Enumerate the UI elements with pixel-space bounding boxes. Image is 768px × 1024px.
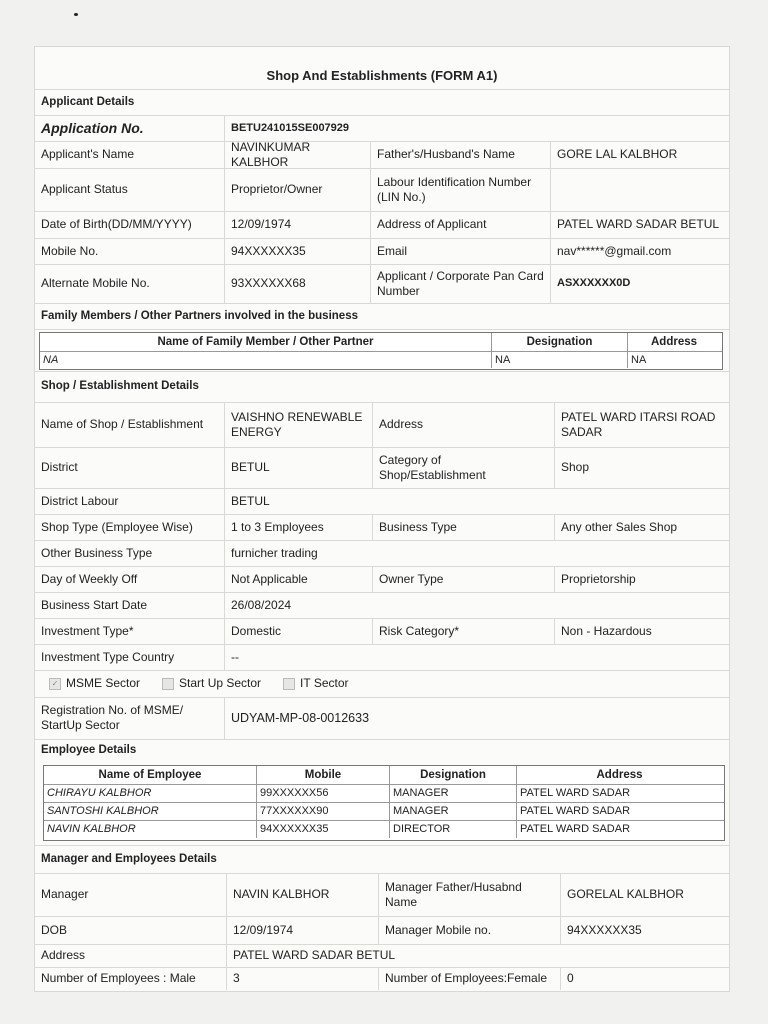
msme-registration-number: UDYAM-MP-08-0012633 <box>231 710 370 725</box>
field-label: Registration No. of MSME/ StartUp Sector <box>35 697 225 739</box>
field-label: Address <box>373 402 555 447</box>
shop-row <box>35 618 729 645</box>
field-label: Owner Type <box>373 566 555 592</box>
table-row <box>44 820 724 838</box>
field-label: Business Start Date <box>35 592 225 618</box>
it-sector-checkbox[interactable] <box>283 676 348 691</box>
section-title: Employee Details <box>41 743 137 756</box>
table-header-row <box>44 766 724 785</box>
table-cell: NA <box>492 351 628 368</box>
alternate-mobile: 93XXXXXX68 <box>225 264 371 303</box>
applicant-row <box>35 141 729 169</box>
family-table-row <box>35 329 729 372</box>
employee-designation: MANAGER <box>390 802 517 820</box>
employee-address: PATEL WARD SADAR <box>520 787 631 799</box>
applicant-status: Proprietor/Owner <box>225 168 371 211</box>
manager-row <box>35 967 729 990</box>
table-header-row <box>40 333 722 352</box>
shop-row <box>35 488 729 515</box>
investment-country: -- <box>231 649 239 664</box>
checked-checkbox-icon[interactable]: ✓ <box>49 678 61 690</box>
field-label: Address of Applicant <box>371 211 551 238</box>
district-labour: BETUL <box>231 493 270 508</box>
applicant-name: NAVINKUMAR KALBHOR <box>225 141 371 168</box>
employee-address: PATEL WARD SADAR <box>520 823 631 835</box>
shop-name: VAISHNO RENEWABLE ENERGY <box>225 402 373 447</box>
msme-sector-checkbox[interactable] <box>49 676 140 691</box>
scan-speck <box>74 13 78 16</box>
column-header: Address <box>596 769 643 781</box>
column-header: Designation <box>492 333 628 351</box>
employee-name: CHIRAYU KALBHOR <box>44 784 257 802</box>
district: BETUL <box>225 447 373 488</box>
shop-category: Shop <box>561 460 590 474</box>
table-cell: NA <box>40 351 492 368</box>
manager-father-name: GORELAL KALBHOR <box>567 887 684 901</box>
shop-row <box>35 540 729 567</box>
applicant-row <box>35 238 729 265</box>
business-type: Any other Sales Shop <box>561 519 678 534</box>
unchecked-checkbox-icon[interactable] <box>283 678 295 690</box>
field-label: District Labour <box>35 488 225 514</box>
column-header: Name of Employee <box>44 766 257 784</box>
applicant-row <box>35 264 729 304</box>
section-applicant <box>35 89 729 116</box>
field-label: Category of Shop/Establishment <box>373 447 555 488</box>
date-of-birth: 12/09/1974 <box>225 211 371 238</box>
field-label: Number of Employees : Male <box>35 967 227 990</box>
male-employee-count: 3 <box>227 967 379 990</box>
applicant-row <box>35 168 729 212</box>
shop-row <box>35 566 729 593</box>
field-label: District <box>35 447 225 488</box>
field-label: Applicant Status <box>35 168 225 211</box>
field-label: Day of Weekly Off <box>35 566 225 592</box>
field-label: Date of Birth(DD/MM/YYYY) <box>35 211 225 238</box>
field-label: Other Business Type <box>35 540 225 566</box>
applicant-row <box>35 211 729 239</box>
family-table <box>39 332 723 370</box>
checkbox-label: Start Up Sector <box>179 676 262 690</box>
applicant-row <box>35 115 729 142</box>
startup-sector-checkbox[interactable] <box>162 676 261 691</box>
field-label: Shop Type (Employee Wise) <box>35 514 225 540</box>
field-label: Labour Identification Number (LIN No.) <box>371 168 551 211</box>
form-sheet <box>34 46 730 992</box>
field-label: Email <box>371 238 551 264</box>
field-label: Manager Father/Husabnd Name <box>379 873 561 916</box>
column-header: Address <box>650 336 698 348</box>
field-label: Mobile No. <box>35 238 225 264</box>
column-header: Name of Family Member / Other Partner <box>40 333 492 351</box>
father-name: GORE LAL KALBHOR <box>557 147 678 161</box>
field-label: Business Type <box>373 514 555 540</box>
investment-type: Domestic <box>225 618 373 644</box>
field-label: Manager Mobile no. <box>379 916 561 944</box>
application-number: BETU241015SE007929 <box>231 121 350 134</box>
manager-row <box>35 916 729 945</box>
manager-row <box>35 873 729 917</box>
shop-row <box>35 592 729 619</box>
field-label: DOB <box>35 916 227 944</box>
manager-mobile: 94XXXXXX35 <box>567 922 642 937</box>
section-manager <box>35 845 729 874</box>
field-label: Father's/Husband's Name <box>371 141 551 168</box>
other-business-type: furnicher trading <box>231 545 318 560</box>
employee-name: NAVIN KALBHOR <box>44 820 257 838</box>
table-row <box>44 784 724 803</box>
unchecked-checkbox-icon[interactable] <box>162 678 174 690</box>
section-title: Manager and Employees Details <box>41 852 217 865</box>
table-cell: NA <box>631 353 647 366</box>
form-title: Shop And Establishments (FORM A1) <box>266 67 498 83</box>
field-label: Name of Shop / Establishment <box>35 402 225 447</box>
risk-category: Non - Hazardous <box>561 623 652 638</box>
field-label: Application No. <box>35 115 225 141</box>
manager-dob: 12/09/1974 <box>227 916 379 944</box>
employee-mobile: 94XXXXXX35 <box>257 820 390 838</box>
female-employee-count: 0 <box>567 971 574 985</box>
field-label: Address <box>35 944 227 967</box>
employee-table-row <box>35 761 729 846</box>
field-label: Risk Category* <box>373 618 555 644</box>
manager-address: PATEL WARD SADAR BETUL <box>233 948 396 962</box>
field-label: Applicant / Corporate Pan Card Number <box>371 264 551 303</box>
checkbox-label: IT Sector <box>300 676 349 690</box>
table-row <box>40 351 722 368</box>
checkbox-label: MSME Sector <box>66 676 141 690</box>
form-title-row <box>35 61 729 90</box>
mobile-number: 94XXXXXX35 <box>225 238 371 264</box>
shop-row <box>35 644 729 671</box>
email: nav******@gmail.com <box>557 243 672 258</box>
shop-address: PATEL WARD ITARSI ROAD SADAR <box>561 409 716 439</box>
column-header: Mobile <box>257 766 390 784</box>
field-label: Investment Type* <box>35 618 225 644</box>
section-shop <box>35 371 729 403</box>
shop-row <box>35 402 729 448</box>
lin-number <box>551 168 729 211</box>
table-row <box>44 802 724 821</box>
employee-address: PATEL WARD SADAR <box>520 805 631 817</box>
section-title: Shop / Establishment Details <box>41 380 199 392</box>
section-title: Applicant Details <box>41 95 135 108</box>
shop-row <box>35 514 729 541</box>
field-label: Manager <box>35 873 227 916</box>
field-label: Investment Type Country <box>35 644 225 670</box>
manager-row <box>35 944 729 968</box>
section-family <box>35 303 729 330</box>
employee-table <box>43 765 725 841</box>
employee-name: SANTOSHI KALBHOR <box>44 802 257 820</box>
sector-checkboxes <box>35 670 729 697</box>
shop-row <box>35 697 729 740</box>
pan-number: ASXXXXXX0D <box>557 277 631 289</box>
shop-type: 1 to 3 Employees <box>225 514 373 540</box>
employee-designation: DIRECTOR <box>390 820 517 838</box>
manager-name: NAVIN KALBHOR <box>227 873 379 916</box>
sector-checkbox-row <box>35 670 729 698</box>
employee-mobile: 77XXXXXX90 <box>257 802 390 820</box>
column-header: Designation <box>390 766 517 784</box>
field-label: Applicant's Name <box>35 141 225 168</box>
business-start-date: 26/08/2024 <box>231 597 292 612</box>
shop-row <box>35 447 729 489</box>
section-title: Family Members / Other Partners involved in the business <box>41 309 358 322</box>
weekly-off: Not Applicable <box>225 566 373 592</box>
field-label: Number of Employees:Female <box>379 967 561 990</box>
applicant-address: PATEL WARD SADAR BETUL <box>557 217 720 231</box>
field-label: Alternate Mobile No. <box>35 264 225 303</box>
section-employees <box>35 739 729 761</box>
employee-designation: MANAGER <box>390 784 517 802</box>
employee-mobile: 99XXXXXX56 <box>257 784 390 802</box>
owner-type: Proprietorship <box>561 571 636 586</box>
